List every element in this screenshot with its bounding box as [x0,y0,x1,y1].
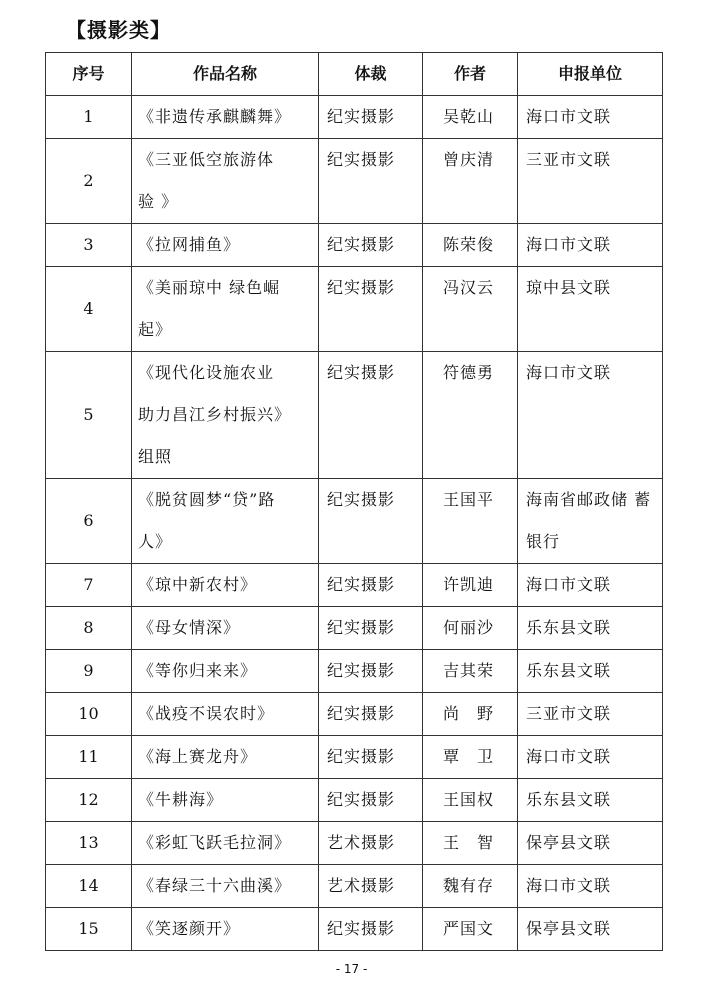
work-title: 《战疫不误农时》 [132,693,319,736]
unit: 三亚市文联 [518,693,663,736]
work-title: 《牛耕海》 [132,779,319,822]
page-number: - 17 - [335,962,368,976]
unit: 海口市文联 [518,736,663,779]
work-title: 《脱贫圆梦“贷”路 人》 [132,479,319,564]
genre: 纪实摄影 [319,96,423,139]
table-row [46,736,663,779]
row-number: 1 [46,96,132,139]
author: 尚 野 [423,693,518,736]
unit: 乐东县文联 [518,650,663,693]
author: 王国权 [423,779,518,822]
work-title: 《母女情深》 [132,607,319,650]
row-number: 5 [46,352,132,479]
genre: 纪实摄影 [319,352,423,479]
author: 魏有存 [423,865,518,908]
work-title: 《非遗传承麒麟舞》 [132,96,319,139]
header-genre: 体裁 [319,53,423,96]
unit: 保亭县文联 [518,908,663,951]
table-row [46,479,663,564]
unit: 海口市文联 [518,564,663,607]
work-title: 《海上赛龙舟》 [132,736,319,779]
genre: 纪实摄影 [319,224,423,267]
table-row [46,139,663,224]
row-number: 9 [46,650,132,693]
row-number: 6 [46,479,132,564]
unit: 乐东县文联 [518,779,663,822]
genre: 艺术摄影 [319,865,423,908]
unit: 海南省邮政储 蓄银行 [518,479,663,564]
unit: 海口市文联 [518,96,663,139]
genre: 艺术摄影 [319,822,423,865]
genre: 纪实摄影 [319,736,423,779]
genre: 纪实摄影 [319,693,423,736]
genre: 纪实摄影 [319,479,423,564]
work-title: 《笑逐颜开》 [132,908,319,951]
author: 严国文 [423,908,518,951]
genre: 纪实摄影 [319,139,423,224]
unit: 保亭县文联 [518,822,663,865]
author: 符德勇 [423,352,518,479]
header-unit: 申报单位 [518,53,663,96]
genre: 纪实摄影 [319,908,423,951]
table-row [46,865,663,908]
genre: 纪实摄影 [319,564,423,607]
author: 吴乾山 [423,96,518,139]
row-number: 12 [46,779,132,822]
work-title: 《现代化设施农业 助力昌江乡村振兴》 组照 [132,352,319,479]
unit: 海口市文联 [518,865,663,908]
section-title: 【摄影类】 [66,18,171,42]
table-row [46,908,663,951]
table-row [46,224,663,267]
row-number: 14 [46,865,132,908]
table-row [46,564,663,607]
table-row [46,607,663,650]
header-number: 序号 [46,53,132,96]
row-number: 4 [46,267,132,352]
photography-entries-table [45,52,663,951]
author: 何丽沙 [423,607,518,650]
row-number: 7 [46,564,132,607]
row-number: 15 [46,908,132,951]
author: 冯汉云 [423,267,518,352]
genre: 纪实摄影 [319,779,423,822]
work-title: 《拉网捕鱼》 [132,224,319,267]
table-header-row [46,53,663,96]
unit: 海口市文联 [518,352,663,479]
author: 覃 卫 [423,736,518,779]
work-title: 《美丽琼中 绿色崛 起》 [132,267,319,352]
unit: 乐东县文联 [518,607,663,650]
unit: 三亚市文联 [518,139,663,224]
genre: 纪实摄影 [319,607,423,650]
table-row [46,693,663,736]
table-row [46,352,663,479]
work-title: 《春绿三十六曲溪》 [132,865,319,908]
row-number: 11 [46,736,132,779]
work-title: 《彩虹飞跃毛拉洞》 [132,822,319,865]
author: 曾庆清 [423,139,518,224]
work-title: 《琼中新农村》 [132,564,319,607]
table-row [46,650,663,693]
table-row [46,267,663,352]
row-number: 13 [46,822,132,865]
author: 许凯迪 [423,564,518,607]
genre: 纪实摄影 [319,650,423,693]
genre: 纪实摄影 [319,267,423,352]
work-title: 《等你归来来》 [132,650,319,693]
header-work-title: 作品名称 [132,53,319,96]
row-number: 10 [46,693,132,736]
unit: 琼中县文联 [518,267,663,352]
author: 吉其荣 [423,650,518,693]
row-number: 8 [46,607,132,650]
table-row [46,779,663,822]
unit: 海口市文联 [518,224,663,267]
author: 王国平 [423,479,518,564]
header-author: 作者 [423,53,518,96]
table-row [46,822,663,865]
author: 陈荣俊 [423,224,518,267]
row-number: 3 [46,224,132,267]
row-number: 2 [46,139,132,224]
author: 王 智 [423,822,518,865]
table-row [46,96,663,139]
work-title: 《三亚低空旅游体 验 》 [132,139,319,224]
